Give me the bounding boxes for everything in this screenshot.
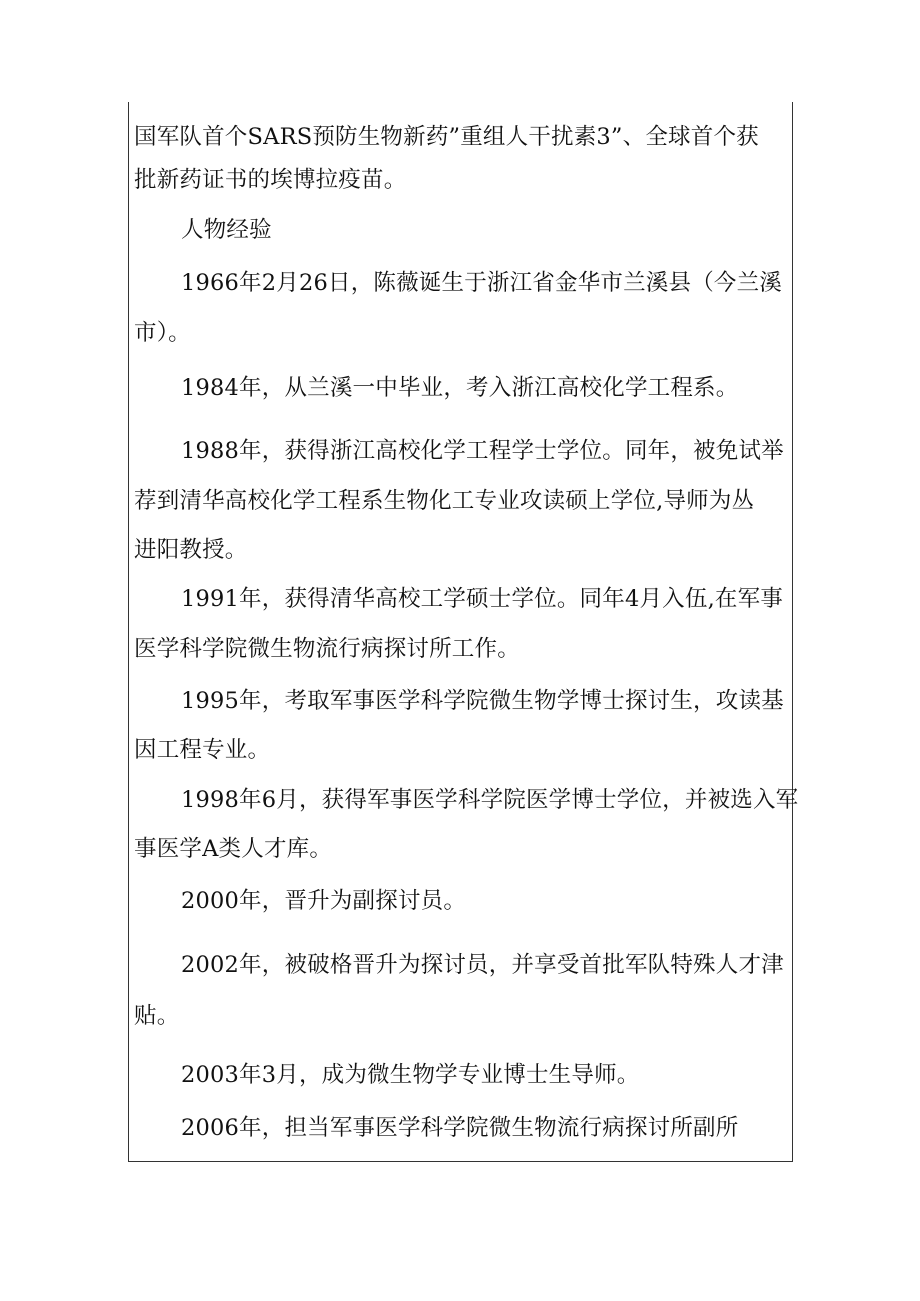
text-line: 1998年6月，获得军事医学科学院医学博士学位，并被选入军 xyxy=(181,787,799,813)
text-line: 贴。 xyxy=(134,1003,180,1029)
text-line: 2006年，担当军事医学科学院微生物流行病探讨所副所 xyxy=(181,1115,739,1141)
section-heading: 人物经验 xyxy=(181,217,272,243)
text-line: 进阳教授。 xyxy=(134,537,248,563)
text-line: 批新药证书的埃博拉疫苗。 xyxy=(134,167,407,193)
text-line: 国军队首个SARS预防生物新药”重组人干扰素3”、全球首个获 xyxy=(134,124,759,150)
text-line: 1984年，从兰溪一中毕业，考入浙江高校化学工程系。 xyxy=(181,375,739,401)
text-line: 因工程专业。 xyxy=(134,737,271,763)
text-line: 2000年，晋升为副探讨员。 xyxy=(181,888,467,914)
page-border-frame xyxy=(128,102,793,1162)
text-line: 1991年，获得清华高校工学硕士学位。同年4月入伍,在军事 xyxy=(181,586,784,612)
text-line: 1995年，考取军事医学科学院微生物学博士探讨生，攻读基 xyxy=(181,688,784,714)
text-line: 2003年3月，成为微生物学专业博士生导师。 xyxy=(181,1062,640,1088)
text-line: 医学科学院微生物流行病探讨所工作。 xyxy=(134,636,520,662)
text-line: 1988年，获得浙江高校化学工程学士学位。同年，被免试举 xyxy=(181,438,784,464)
text-line: 1966年2月26日，陈薇诞生于浙江省金华市兰溪县（今兰溪 xyxy=(181,270,783,296)
text-line: 2002年，被破格晋升为探讨员，并享受首批军队特殊人才津 xyxy=(181,952,784,978)
text-line: 事医学A类人才库。 xyxy=(134,836,333,862)
text-line: 荐到清华高校化学工程系生物化工专业攻读硕上学位,导师为丛 xyxy=(134,488,755,514)
text-line: 市）。 xyxy=(134,320,191,346)
